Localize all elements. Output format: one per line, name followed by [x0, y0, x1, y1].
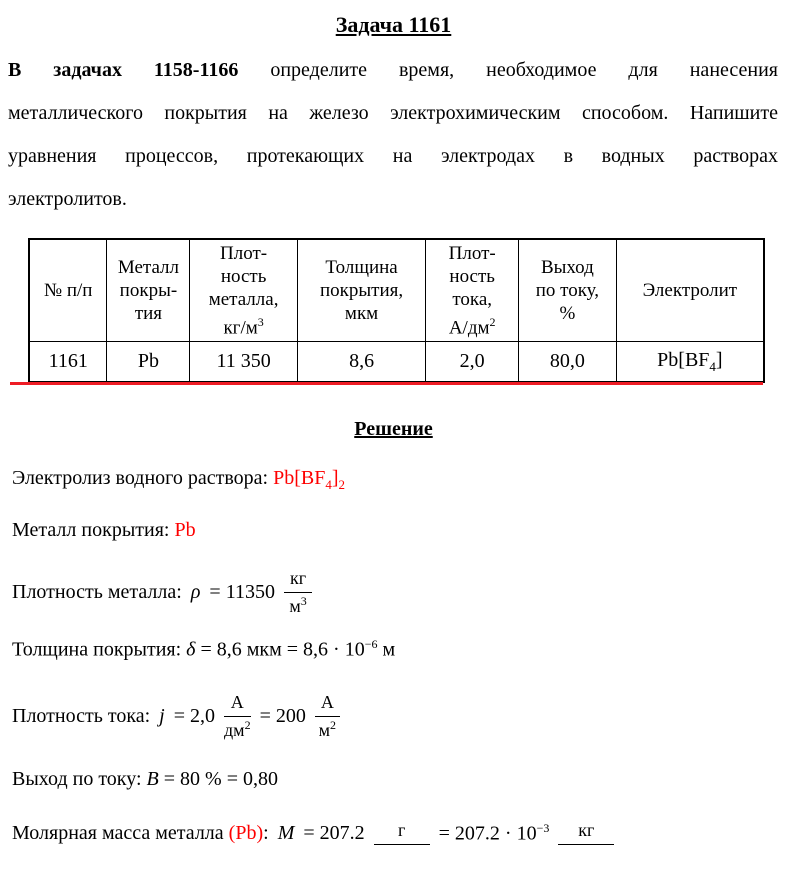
fraction-denominator [315, 717, 340, 741]
col-header-electrolyte [616, 239, 764, 342]
cell-current-density: 2,0 [426, 342, 519, 382]
header-text: Толщина [325, 257, 398, 279]
header-text: металла, [208, 289, 279, 310]
col-header-metal [107, 239, 190, 342]
formula-text: ] [331, 466, 339, 489]
math-text: = 80 % = 0,80 [163, 768, 278, 791]
fraction-kg-per-m3 [284, 568, 312, 616]
solution-heading: Решение [354, 417, 433, 440]
exponent: −6 [364, 637, 378, 652]
header-text: покры- [119, 280, 178, 302]
statement-line: электролитов. [8, 188, 127, 210]
col-header-yield [518, 239, 616, 342]
fraction-numerator: кг [284, 568, 312, 593]
solution-line-molar-mass [12, 820, 787, 847]
metal-symbol-red: (Pb) [228, 822, 264, 845]
solution-line-electrolyte [12, 467, 787, 493]
unit-exponent: 3 [257, 315, 264, 329]
solution-line-metal [12, 519, 787, 542]
col-header-current-density [426, 239, 519, 342]
line-label: Выход по току: [12, 768, 142, 791]
statement-bold-range: В задачах 1158-1166 [8, 59, 239, 81]
header-unit [192, 311, 294, 339]
statement-line: уравнения процессов, протекающих на электродах в водных растворах [8, 145, 778, 167]
fraction-numerator: кг [558, 820, 614, 845]
line-label: Металл покрытия: [12, 518, 175, 541]
unit-exponent: 2 [330, 717, 337, 732]
fraction-kg-per-mol [558, 820, 614, 847]
cell-thickness: 8,6 [297, 342, 426, 382]
unit-text: м [289, 595, 301, 616]
page-title: Задача 1161 [335, 12, 452, 37]
header-text: № п/п [43, 280, 93, 302]
line-label: Плотность тока: [12, 704, 151, 727]
fraction-a-per-dm2 [224, 692, 251, 740]
header-text: Плот- [220, 243, 268, 264]
fraction-denominator [224, 717, 251, 741]
formula-subscript: 4 [325, 476, 332, 492]
formula-text: Pb[BF [657, 348, 710, 371]
math-var-m: M [277, 822, 295, 845]
unit-text: А/дм [448, 317, 490, 339]
statement-line [8, 49, 778, 92]
header-text: тока, [452, 289, 493, 310]
math-text [439, 821, 550, 846]
table-header-row [29, 239, 764, 342]
fraction-numerator: г [374, 820, 430, 845]
cell-metal: Pb [107, 342, 190, 382]
math-var-rho: ρ [190, 580, 201, 603]
unit-exponent: 2 [489, 315, 496, 329]
conditions-table [28, 238, 765, 383]
solution-line-yield [12, 768, 787, 791]
unit-exponent: 2 [244, 717, 251, 732]
line-label: Толщина покрытия: [12, 638, 182, 661]
col-header-thickness [297, 239, 426, 342]
label-text: Молярная масса металла [12, 822, 229, 845]
red-underline-rule [10, 382, 763, 385]
fraction-denominator [374, 845, 430, 847]
header-text: Электролит [642, 280, 738, 302]
math-text: = 2,0 [173, 704, 216, 727]
math-text: = 207.2 · 10 [438, 822, 537, 845]
header-unit [428, 311, 516, 339]
line-label: Плотность металла: [12, 580, 182, 603]
math-var-delta: δ [186, 638, 196, 661]
math-text: = 200 [259, 704, 306, 727]
formula-text: Pb[BF [273, 466, 326, 489]
exponent: −3 [536, 821, 550, 836]
metal-value: Pb [174, 518, 196, 541]
header-text: мкм [344, 303, 379, 325]
statement-line: металлического покрытия на железо электрохимическим способом. Напишите [8, 102, 778, 124]
header-text: тия [134, 303, 163, 325]
cell-density: 11 350 [190, 342, 297, 382]
math-text: = 11350 [209, 580, 275, 603]
formula-subscript: 4 [709, 358, 716, 374]
unit-text: кг/м [223, 317, 258, 339]
problem-statement [8, 49, 778, 221]
solution-line-current-density [12, 692, 787, 740]
unit-exponent: 3 [300, 593, 307, 608]
formula-subscript: 2 [338, 476, 346, 492]
math-text: = 207.2 [303, 822, 365, 845]
cell-electrolyte [616, 342, 764, 382]
electrolyte-formula [273, 466, 346, 492]
document-page [0, 12, 787, 871]
math-var-b: B [146, 768, 159, 791]
cell-yield: 80,0 [518, 342, 616, 382]
solution-line-thickness [12, 637, 787, 662]
statement-text: определите время, необходимое для нанесения [238, 59, 778, 81]
fraction-denominator [558, 845, 614, 847]
unit-text: м [318, 719, 331, 740]
math-var-j: j [159, 704, 165, 727]
header-text: по току, [535, 280, 599, 302]
fraction-numerator: А [315, 692, 340, 717]
fraction-denominator [284, 593, 312, 617]
header-text: Металл [117, 257, 180, 279]
header-text: ность [220, 266, 267, 287]
fraction-numerator: А [224, 692, 251, 717]
header-text: ность [449, 266, 495, 287]
line-label: Электролиз водного раствора: [12, 466, 274, 489]
math-text: м [382, 638, 396, 661]
unit-text: дм [224, 719, 245, 740]
line-label [12, 822, 269, 845]
header-text: % [559, 303, 576, 325]
header-text: Выход [540, 257, 594, 279]
col-header-density [190, 239, 297, 342]
table-data-row [29, 342, 764, 382]
fraction-a-per-m2 [315, 692, 340, 740]
cell-number: 1161 [29, 342, 107, 382]
header-text: покрытия, [320, 280, 404, 302]
fraction-g-per-mol [374, 820, 430, 847]
math-text: = 8,6 мкм = 8,6 · 10 [200, 638, 365, 661]
col-header-number [29, 239, 107, 342]
header-text: Плот- [448, 243, 496, 264]
formula-text: ] [715, 348, 723, 371]
label-text: : [263, 822, 269, 845]
solution-line-density [12, 568, 787, 616]
